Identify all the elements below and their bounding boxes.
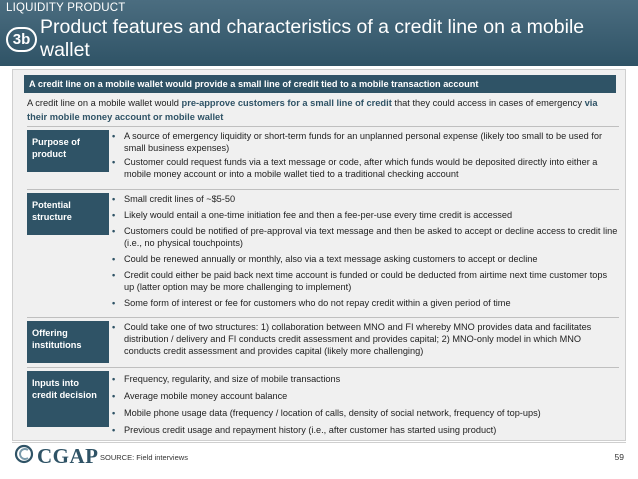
list-item: • Small credit lines of ~$5-50 — [112, 193, 618, 205]
section-badge: 3b — [6, 27, 37, 52]
intro-paragraph — [27, 96, 619, 124]
intro-text: A credit line on a mobile wallet would — [27, 98, 182, 108]
row-label-purpose: Purpose of product — [27, 130, 109, 172]
list-item: • Likely would entail a one-time initiation fee and then a fee-per-use every time credit is accessed — [112, 209, 618, 221]
row-label-inputs: Inputs into credit decision — [27, 371, 109, 427]
purpose-list — [112, 130, 618, 180]
row-label-institutions: Offering institutions — [27, 321, 109, 363]
intro-highlight: via their mobile money account or mobile wallet — [27, 98, 598, 122]
footer-rule — [12, 442, 626, 443]
source-note: SOURCE: Field interviews — [100, 453, 188, 462]
cgap-swirl-icon — [14, 444, 34, 469]
list-item: • Some form of interest or fee for customers who do not repay credit within a given period of time — [112, 297, 618, 309]
intro-text: that they could access in cases of emergency — [391, 98, 585, 108]
list-item: • Credit could either be paid back next time account is funded or could be deducted from airtime next time customer tops up (latter option may be more challenging to implement) — [112, 269, 618, 293]
row-divider — [27, 189, 619, 190]
list-item: • Could be renewed annually or monthly, also via a text message asking customers to accept or decline — [112, 253, 618, 265]
list-item: • Frequency, regularity, and size of mobile transactions — [112, 373, 618, 385]
list-item: • Average mobile money account balance — [112, 390, 618, 402]
list-item: • Mobile phone usage data (frequency / location of calls, density of social network, frequency of top-ups) — [112, 407, 618, 419]
structure-list — [112, 193, 618, 309]
page-number: 59 — [614, 452, 624, 462]
row-divider — [27, 126, 619, 127]
page-title: Product features and characteristics of a credit line on a mobile wallet — [40, 16, 585, 61]
list-item: • Customer could request funds via a text message or code, after which funds would be deposited directly into either a mobile money account or into a mobile wallet tied to a traditional checking account — [112, 156, 618, 180]
institutions-list — [112, 321, 618, 357]
row-divider — [27, 317, 619, 318]
list-item: • Customers could be notified of pre-approval via text message and then be asked to accept or decline access to credit line (i.e., no physical touchpoints) — [112, 225, 618, 249]
cgap-logo — [14, 444, 99, 468]
row-label-structure: Potential structure — [27, 193, 109, 235]
list-item: • Previous credit usage and repayment history (i.e., after customer has started using product) — [112, 424, 618, 436]
list-item: • A source of emergency liquidity or short-term funds for an unplanned personal expense (likely too small to be used for small business expenses) — [112, 130, 618, 154]
row-divider — [27, 367, 619, 368]
section-tag: LIQUIDITY PRODUCT — [6, 2, 126, 14]
summary-banner: A credit line on a mobile wallet would provide a small line of credit tied to a mobile transaction account — [24, 75, 616, 93]
intro-highlight: pre-approve customers for a small line of credit — [181, 98, 392, 108]
inputs-list — [112, 373, 618, 436]
list-item: • Could take one of two structures: 1) collaboration between MNO and FI whereby MNO provides data and facilitates distribution / delivery and FI conducts credit assessment and provides capital; 2) MNO-only model in which MNO conducts credit assessment and provides capital (likely more challenging) — [112, 321, 618, 357]
logo-text: CGAP — [37, 443, 99, 468]
